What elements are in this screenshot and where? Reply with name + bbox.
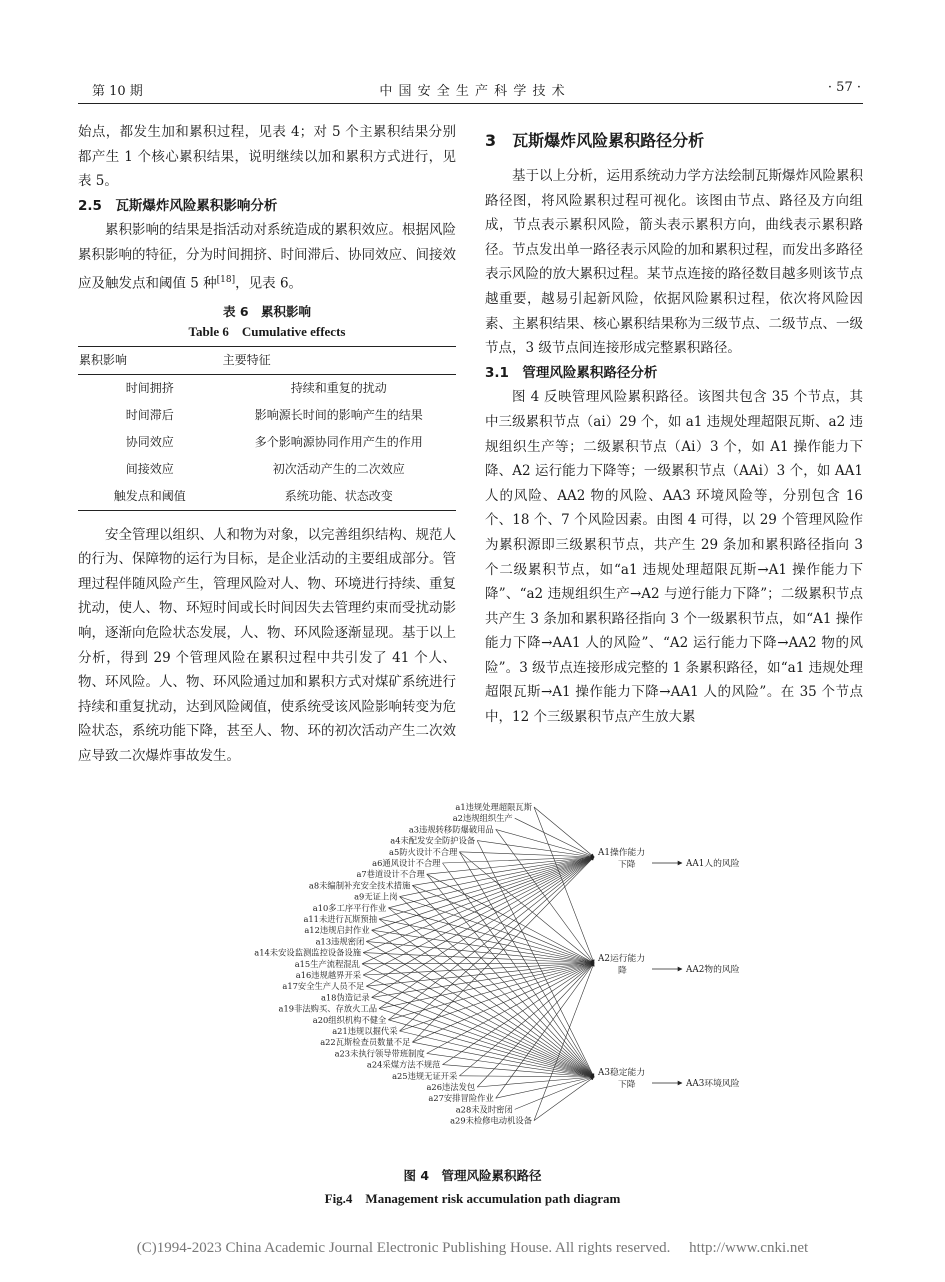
accumulation-path-edge — [388, 908, 594, 963]
hub-node-label: A3稳定能力 — [598, 1068, 646, 1078]
source-node-label: a3违规转移防爆破用品 — [408, 824, 494, 835]
accumulation-path-edge — [534, 807, 594, 963]
source-node-label: a17安全生产人员不足 — [282, 981, 365, 992]
table-cell: 系统功能、状态改变 — [222, 483, 456, 511]
table-cell: 协同效应 — [125, 434, 174, 449]
source-node-label: a27安排冒险作业 — [428, 1093, 494, 1104]
table-cell: 时间滞后 — [125, 407, 174, 422]
hub-node-label: 降 — [618, 966, 627, 976]
hub-node-label: 下降 — [618, 1080, 636, 1090]
figure-4-caption-cn: 图 4 管理风险累积路径 — [403, 1168, 542, 1183]
source-node-label: a22瓦斯检查员数量不足 — [320, 1037, 411, 1048]
accumulation-path-edge — [459, 852, 594, 1077]
source-node-label: a23未执行领导带班制度 — [334, 1048, 425, 1059]
table-row — [78, 374, 456, 402]
issue-number: 第 10 期 — [92, 84, 143, 99]
accumulation-path-edge — [496, 963, 594, 1098]
section-3-1-heading: 3.1 管理风险累积路径分析 — [485, 364, 658, 381]
accumulation-path-edge — [459, 1076, 594, 1077]
right-paragraph-1: 基于以上分析，运用系统动力学方法绘制瓦斯爆炸风险累积路径图，将风险累积过程可视化。该图由节点、路径及方向组成，节点表示累积风险，箭头表示累积方向，曲线表示累积路径。节点发出单一路径表示风险的加和累积过程，而发出多路径表示风险的放大累积过程。某节点连接的路径数目越多则该节点越重要，越易引起新风险，依据风险累积过程，依次将风险因素、主累积结果、核心累积结果称为三级节点、二级节点、一级节点，3 级节点间连接形成完整累积路径。 — [485, 168, 863, 357]
accumulation-path-edge — [372, 963, 594, 997]
source-node-label: a9无证上岗 — [354, 891, 398, 902]
table-6-caption-cn: 表 6 累积影响 — [222, 303, 312, 319]
source-node-label: a29未检修电动机设备 — [450, 1115, 532, 1126]
source-node-label: a16违规越界开采 — [295, 970, 362, 980]
target-node-label: AA3环境风险 — [686, 1079, 740, 1089]
left-paragraph-1: 始点，都发生加和累积过程，见表 4；对 5 个主累积结果分别都产生 1 个核心累积结果，说明继续以加和累积方式进行，见表 5。 — [78, 124, 456, 190]
table-cell: 影响源长时间的影响产生的结果 — [254, 407, 423, 422]
source-node-label: a14未安设监测监控设备设施 — [254, 947, 362, 958]
citation-18: [18] — [216, 274, 236, 285]
accumulation-path-edge — [442, 863, 594, 1077]
source-node-label: a13违规密闭 — [315, 936, 365, 947]
accumulation-path-edge — [427, 857, 594, 874]
table-6-caption-en: Table 6 Cumulative effects — [188, 323, 346, 339]
left-paragraph-2-text: 累积影响的结果是指活动对系统造成的累积效应。根据风险累积影响的特征，分为时间拥挤、时间滞后、协同效应、间接效应及触发点和阈值 5 种 — [78, 222, 456, 292]
table-cell: 持续和重复的扰动 — [290, 380, 387, 395]
section-3-heading: 3 瓦斯爆炸风险累积路径分析 — [485, 131, 705, 150]
source-node-label: a19非法购买、存放火工品 — [278, 1003, 378, 1014]
left-paragraph-2 — [78, 218, 456, 295]
page-number: · 57 · — [827, 80, 861, 95]
source-node-label: a20组织机构不健全 — [312, 1014, 387, 1025]
source-node-label: a11未进行瓦斯预抽 — [303, 914, 378, 924]
table-cell: 间接效应 — [125, 461, 174, 476]
source-node-label: a6通风设计不合理 — [372, 858, 441, 868]
table-row — [78, 456, 456, 483]
hub-node-label: A1操作能力 — [598, 848, 646, 858]
accumulation-path-edge — [412, 885, 594, 963]
source-node-label: a5防火设计不合理 — [389, 846, 458, 857]
figure-4-caption-en: Fig.4 Management risk accumulation path diagram — [324, 1191, 621, 1206]
accumulation-path-edge — [496, 829, 594, 857]
risk-accumulation-path-diagram — [180, 795, 780, 1167]
source-node-label: a4未配发安全防护设备 — [390, 835, 476, 846]
source-node-label: a28未及时密闭 — [455, 1104, 513, 1115]
left-paragraph-3: 安全管理以组织、人和物为对象，以完善组织结构、规范人的行为、保障物的运行为目标，是企业活动的主要组成部分。管理过程伴随风险产生，管理风险对人、物、环境进行持续、重复扰动，使人、物、环短时间或长时间因失去管理约束而受扰动影响，逐渐向危险状态发展，人、物、环风险逐渐显现。基于以上分析，得到 29 个管理风险在累积过程中共引发了 41 个人、物、环风险。人、物、环风险通过加和累积方式对煤矿系统进行持续和重复扰动，达到风险阈值，使系统受该风险影响转变为危险状态，系统功能下降，甚至人、物、环的初次活动产生二次效应导致二次爆炸事故发生。 — [78, 526, 456, 764]
source-node-label: a18伪造记录 — [320, 992, 370, 1003]
source-node-label: a21违规以掘代采 — [332, 1026, 398, 1036]
accumulation-path-edge — [363, 963, 594, 975]
target-node-label: AA2物的风险 — [686, 965, 740, 975]
left-paragraph-2-end: ，见表 6。 — [235, 275, 303, 292]
table-header-cell: 主要特征 — [222, 346, 456, 374]
table-header-cell: 累积影响 — [78, 346, 222, 374]
source-node-label: a24采煤方法不规范 — [366, 1059, 441, 1070]
hub-node-label: A2运行能力 — [598, 954, 646, 964]
accumulation-path-edge — [534, 963, 594, 1121]
source-node-label: a10多工序平行作业 — [312, 902, 387, 913]
table-row — [78, 483, 456, 511]
accumulation-path-edge — [442, 857, 594, 863]
right-paragraph-2: 图 4 反映管理风险累积路径。该图共包含 35 个节点，其中三级累积节点（ai）29 个，如 a1 违规处理超限瓦斯、a2 违规组织生产等；二级累积节点（Ai）3 个，如 A1 操作能力下降、A2 运行能力下降等；一级累积节点（AAi）3 个，如 AA1 人的风险、AA2 物的风险、AA3 环境风险等，分别包含 16 个、18 个、7 个风险因素。由图 4 可得，以 29 个管理风险作为累积源即三级累积节点，共产生 29 条加和累积路径指向 3 个二级累积节点，如“a1 违规处理超限瓦斯→A1 操作能力下降”、“a2 违规组织生产→A2 与逆行能力下降”；二级累积节点共产生 3 条加和累积路径指向 3 个一级累积节点，如“A1 操作能力下降→AA1 人的风险”、“A2 运行能力下降→AA2 物的风险”。3 级节点连接形成完整的 1 条累积路径，如“a1 违规处理超限瓦斯→A1 操作能力下降→AA1 人的风险”。在 35 个节点中，12 个三级累积节点产生放大累 — [485, 389, 863, 726]
source-node-label: a7巷道设计不合理 — [356, 869, 425, 880]
hub-node-label: 下降 — [618, 860, 636, 870]
source-node-label: a26违法发包 — [426, 1082, 476, 1092]
source-node-label: a1违规处理超限瓦斯 — [455, 802, 532, 812]
table-cell: 初次活动产生的二次效应 — [272, 461, 405, 476]
table-row — [78, 429, 456, 456]
section-2-5-heading: 2.5 瓦斯爆炸风险累积影响分析 — [78, 197, 278, 214]
source-node-label: a15生产流程混乱 — [294, 958, 360, 969]
target-node-label: AA1人的风险 — [686, 859, 740, 869]
table-cell: 时间拥挤 — [125, 380, 174, 395]
copyright-footer: (C)1994-2023 China Academic Journal Electronic Publishing House. All rights reserved. http://www.cnki.net — [136, 1240, 809, 1256]
journal-title: 中 国 安 全 生 产 科 学 技 术 — [379, 84, 566, 99]
accumulation-path-edge — [362, 963, 594, 964]
source-node-label: a12违规启封作业 — [304, 925, 370, 936]
table-cell: 触发点和阈值 — [78, 483, 222, 511]
source-node-label: a2违规组织生产 — [452, 813, 513, 824]
table-6 — [78, 346, 456, 511]
table-cell: 多个影响源协同作用产生的作用 — [254, 434, 423, 449]
accumulation-path-edge — [459, 963, 594, 1076]
header-rule — [78, 103, 863, 104]
left-column — [78, 120, 456, 769]
source-node-label: a25违规无证开采 — [392, 1070, 458, 1081]
source-node-label: a8未编制补充安全技术措施 — [308, 880, 411, 891]
accumulation-path-edge — [515, 1077, 594, 1109]
accumulation-path-edge — [477, 1077, 594, 1087]
right-column — [485, 120, 863, 730]
table-row — [78, 402, 456, 429]
